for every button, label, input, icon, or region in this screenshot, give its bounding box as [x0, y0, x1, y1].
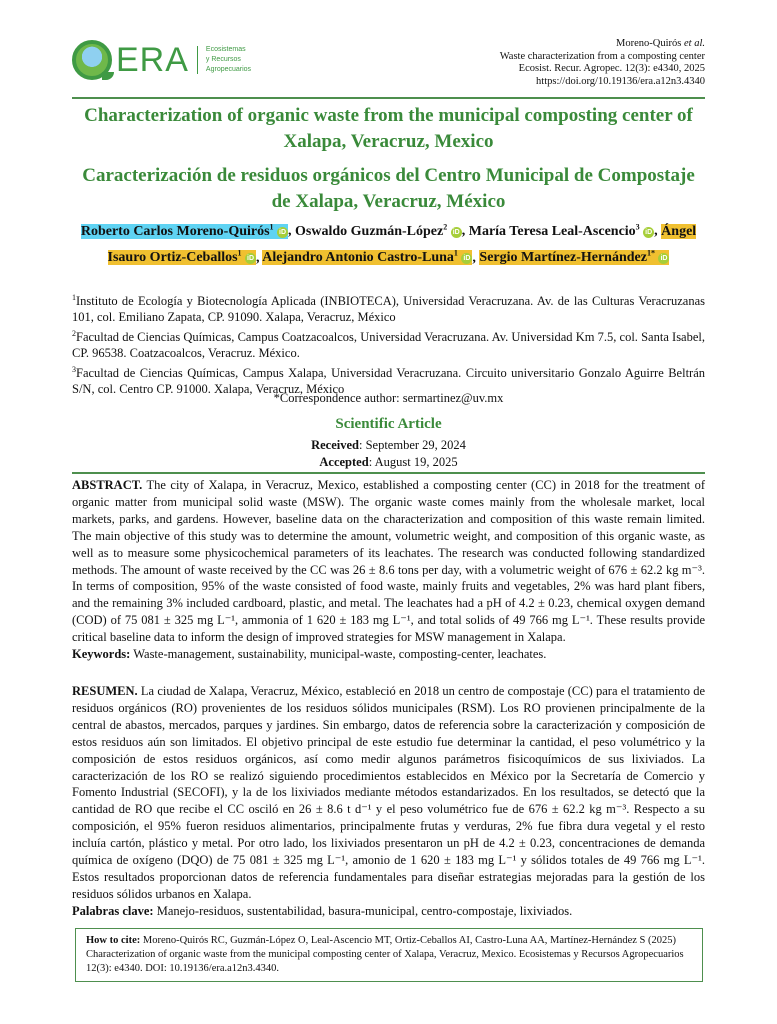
author: [469, 224, 654, 239]
running-header: [500, 38, 705, 88]
author: [81, 224, 288, 239]
affiliation-1: [72, 290, 705, 326]
received-value: : September 29, 2024: [358, 438, 466, 452]
article-dates: [72, 437, 705, 471]
orcid-icon[interactable]: iD: [247, 255, 255, 263]
abstract-divider: [72, 472, 705, 474]
logo-subtitle-line: Ecosistemas: [205, 46, 246, 53]
orcid-icon[interactable]: iD: [279, 228, 287, 236]
article-type: Scientific Article: [335, 416, 442, 432]
author-list: Roberto Carlos Moreno-Quirós$^1$ iD , Oswaldo Guzmán-López$^2$ iD , María Teresa Leal-Ascencio$^3$ iD , Ángel Isauro Ortiz-Ceballos$^1$ iD , Alejandro Antonio Castro-Luna$^1$ iD , Sergio Martínez-Hernández$^{1*}$ iD: [80, 222, 697, 266]
aff-sup: 1: [72, 293, 76, 302]
logo-subtitle-line: Agropecuarios: [205, 66, 252, 73]
aff-sup: 2: [72, 328, 76, 338]
received-label: Received: [311, 438, 359, 452]
author-affiliation-sup: 1*: [646, 248, 655, 258]
author-name: Alejandro Antonio Castro-Luna: [262, 250, 454, 266]
orcid-icon[interactable]: iD: [645, 228, 653, 236]
abstract-body: The city of Xalapa, in Veracruz, Mexico, established a composting center (CC) in 2018 for the treatment of organic matter from municipal solid waste (MSW). The organic waste comes mainly from the wholesale market, local markets, parks, and gardens. However, baseline data on the characterization and composition of this waste remain limited. The main objective of this study was to determine the amount, volumetric weight, and composition of this organic waste, as well as to measure some physicochemical parameters of its leachates. The research was conducted following standardized methods. The amount of waste received by the CC was 26 ± 8.6 tons per day, with a volumetric weight of 676 ± 62.2 kg m⁻³. In terms of composition, 95% of the waste consisted of food waste, mainly fruits and vegetables, 2% was hard plant fibers, and the remaining 3% included cardboard, plastic, and metal. The leachates had a pH of 4.2 ± 0.23, chemical oxygen demand (COD) of 75 081 ± 325 mg L⁻¹, ammonia of 1 620 ± 183 mg L⁻¹, and total solids of 49 766 mg L⁻¹. These results provide critical baseline data to inform the design of improved strategies for MSW management in Xalapa.: [72, 478, 705, 645]
aff-text: Instituto de Ecología y Biotecnología Aplicada (INBIOTECA), Universidad Veracruzana. Av. de las Culturas Veracruzanas 101, col. Emiliano Zapata, CP. 91090. Xalapa, Veracruz, México: [72, 294, 705, 325]
logo-text: ERA: [116, 40, 189, 79]
orcid-icon[interactable]: iD: [452, 228, 460, 236]
author-name: Roberto Carlos Moreno-Quirós: [80, 223, 270, 239]
author-name: Oswaldo Guzmán-López: [295, 223, 444, 239]
author-name: Ángel Isauro Ortiz-Ceballos: [107, 223, 697, 266]
received-date: [72, 437, 705, 454]
keywords: [72, 646, 705, 663]
etal: et al.: [684, 38, 705, 49]
aff-text: Facultad de Ciencias Químicas, Campus Coatzacoalcos, Universidad Veracruzana. Av. Universidad Km 7.5, col. Santa Isabel, CP. 96538. Coatzacoalcos, Veracruz. México.: [72, 329, 705, 361]
author-name: Sergio Martínez-Hernández: [479, 250, 647, 266]
aff-text: Facultad de Ciencias Químicas, Campus Xalapa, Universidad Veracruzana. Circuito universitario Gonzalo Aguirre Beltrán S/N, col. Centro CP. 91000. Xalapa, Veracruz, México: [72, 365, 705, 396]
author: [262, 250, 472, 265]
cite-text: Moreno-Quirós RC, Guzmán-López O, Leal-Ascencio MT, Ortiz-Ceballos AI, Castro-Luna AA, Martínez-Hernández S (2025) Characterization of organic waste from the municipal composting center of Xalapa, Veracruz, Mexico. Ecosistemas y Recursos Agropecuarios 12(3): e4340. DOI: 10.19136/era.a12n3.4340.: [86, 935, 684, 974]
keywords-value: Waste-management, sustainability, municipal-waste, composting-center, leachates.: [130, 647, 547, 662]
page-header: [72, 36, 705, 94]
palabras-clave-label: Palabras clave:: [72, 903, 154, 918]
resumen-body: La ciudad de Xalapa, Veracruz, México, estableció en 2018 un centro de compostaje (CC) para el tratamiento de residuos orgánicos (RO) provenientes de los residuos sólidos municipales (RSM). Los RO provienen principalmente de la central de abastos, mercados, parques y jardines. Sin embargo, datos de referencia sobre la caracterización y composición de estos residuos aún son limitados. El objetivo principal de este estudio fue determinar la cantidad, el peso volumétrico y la composición de estos residuos orgánicos, así como medir algunos parámetros fisicoquímicos de sus lixiviados. La caracterización de los RO se realizó siguiendo procedimientos establecidos en México por la Secretaría de Comercio y Fomento Industrial (SECOFI), y la de los lixiviados mediante métodos estandarizados. En los resultados, se detectó que la cantidad de RO que recibe el CC osciló en 26 ± 8.6 t d⁻¹ y el peso volumétrico fue de 676 ± 62.2 kg m⁻³. Respecto a su composición, el 95% fueron residuos alimentarios, principalmente frutas y verduras, 2% fue fibra dura vegetal y el resto incluía cartón, plástico y metal. Por otro lado, los lixiviados presentaron un pH de 4.2 ± 0.23, concentraciones de demanda química de oxígeno (DQO) de 75 081 ± 325 mg L⁻¹, amonio de 1 620 ± 183 mg L⁻¹ y sólidos totales de 49 766 mg L⁻¹. Estos resultados proporcionan datos de referencia fundamentales para diseñar estrategias mejoradas para la gestión de los residuos sólidos urbanos en Xalapa.: [72, 684, 705, 901]
resumen: [72, 683, 705, 920]
author-affiliation-sup: 1: [269, 222, 274, 231]
resumen-label: RESUMEN.: [72, 684, 138, 698]
cite-label: How to cite:: [86, 935, 141, 946]
affiliations: [72, 290, 705, 397]
journal-ref: Ecosist. Recur. Agropec. 12(3): e4340, 2025: [518, 63, 705, 74]
palabras-clave-value: Manejo-residuos, sustentabilidad, basura-municipal, centro-compostaje, lixiviados.: [153, 903, 573, 918]
abstract-text: [72, 477, 705, 646]
orcid-icon[interactable]: iD: [660, 255, 668, 263]
author-affiliation-sup: 1: [237, 248, 242, 258]
resumen-text: [72, 683, 705, 903]
running-title: Waste characterization from a composting center: [499, 50, 705, 62]
keywords-label: Keywords:: [72, 647, 131, 662]
author-name: María Teresa Leal-Ascencio: [468, 223, 636, 239]
era-logo-icon: [72, 40, 112, 80]
author-affiliation-sup: 1: [453, 248, 458, 258]
accepted-label: Accepted: [319, 455, 369, 469]
palabras-clave: [72, 903, 705, 920]
aff-sup: 3: [72, 364, 76, 374]
orcid-icon[interactable]: iD: [463, 255, 471, 263]
abstract: [72, 477, 705, 663]
author-affiliation-sup: 3: [635, 222, 640, 231]
header-divider: [72, 97, 705, 99]
journal-logo: [72, 40, 251, 80]
logo-subtitle-line: y Recursos: [205, 56, 241, 63]
title-english: Characterization of organic waste from the municipal composting center of Xalapa, Veracruz, Mexico: [84, 105, 693, 152]
accepted-date: [72, 454, 705, 471]
author: [479, 250, 669, 265]
running-author: [500, 38, 705, 51]
title-spanish: Caracterización de residuos orgánicos del Centro Municipal de Compostaje de Xalapa, Veracruz, México: [82, 165, 695, 212]
logo-divider: [197, 46, 198, 74]
abstract-label: ABSTRACT.: [72, 478, 143, 492]
accepted-value: : August 19, 2025: [368, 455, 458, 469]
logo-subtitle: [206, 45, 251, 75]
affiliation-2: [72, 326, 705, 362]
how-to-cite-box: [75, 928, 703, 982]
author-affiliation-sup: 2: [443, 222, 448, 231]
author-text: Moreno-Quirós: [616, 38, 682, 49]
author: [295, 224, 462, 239]
correspondence: *Correspondence author: sermartinez@uv.mx: [273, 391, 504, 405]
doi-link[interactable]: https://doi.org/10.19136/era.a12n3.4340: [536, 75, 705, 87]
